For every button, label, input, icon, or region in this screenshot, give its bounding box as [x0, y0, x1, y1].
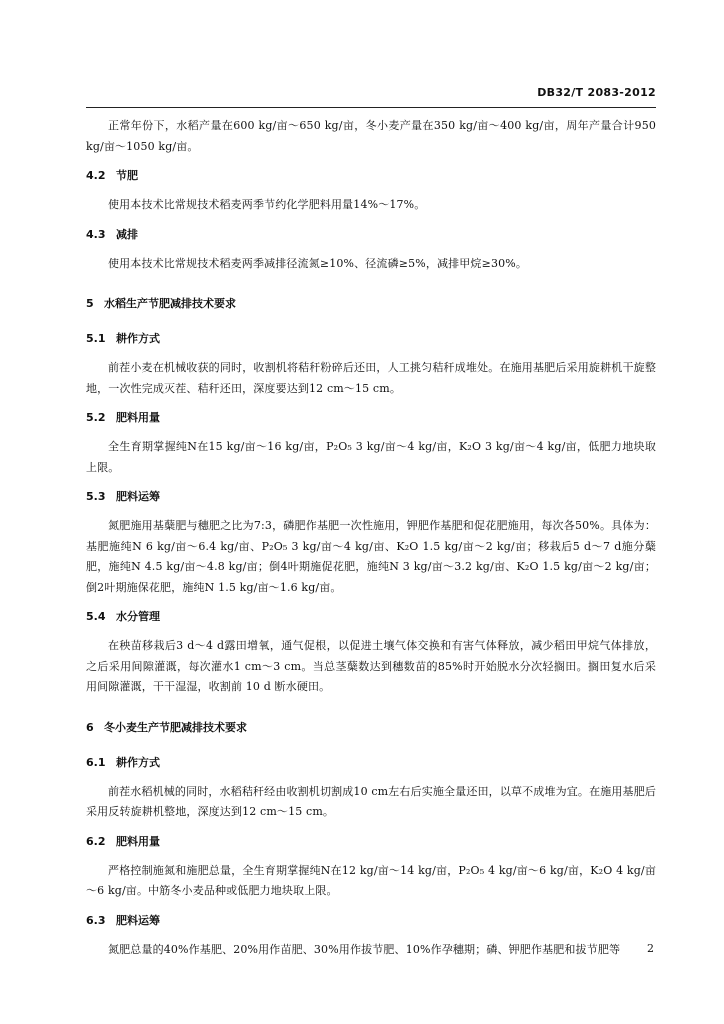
document-body [86, 116, 656, 960]
heading-5-2: 5.2 肥料用量 [86, 411, 160, 424]
paragraph-4-3: 使用本技术比常规技术稻麦两季减排径流氮≥10%、径流磷≥5%，减排甲烷≥30%。 [108, 256, 527, 270]
heading-6-2: 6.2 肥料用量 [86, 834, 160, 848]
paragraph-6-3: 氮肥总量的40%作基肥、20%用作苗肥、30%用作拔节肥、10%作孕穗期；磷、钾肥作基肥和拔节肥等 [108, 942, 621, 956]
heading-6-1: 6.1 耕作方式 [86, 755, 160, 769]
paragraph-5-1: 前茬小麦在机械收获的同时，收割机将秸秆粉碎后还田，人工挑匀秸秆成堆处。在施用基肥后采用旋耕机干旋整地，一次性完成灭茬、秸秆还田，深度要达到12 cm～15 cm。 [86, 361, 656, 395]
paragraph-6-1: 前茬水稻机械的同时，水稻秸秆经由收割机切割成10 cm左右后实施全量还田，以草不成堆为宜。在施用基肥后采用反转旋耕机整地，深度达到12 cm～15 cm。 [86, 784, 656, 818]
document-code: DB32/T 2083-2012 [537, 86, 656, 99]
page-number: 2 [647, 942, 654, 955]
paragraph-4-2: 使用本技术比常规技术稻麦两季节约化学肥料用量14%～17%。 [108, 198, 426, 211]
heading-5-1: 5.1 耕作方式 [86, 332, 160, 345]
paragraph-5-4: 在秧苗移栽后3 d～4 d露田增氧，通气促根，以促进土壤气体交换和有害气体释放，减少稻田甲烷气体排放，之后采用间隙灌溉，每次灌水1 cm～3 cm。当总茎蘖数达到穗数苗的85%时开始脱水分次轻搁田。搁田复水后采用间隙灌溉，干干湿湿，收割前 10 d 断水硬田。 [86, 639, 656, 693]
paragraph-6-2: 严格控制施氮和施肥总量，全生育期掌握纯N在12 kg/亩～14 kg/亩，P₂O₅ 4 kg/亩～6 kg/亩，K₂O 4 kg/亩～6 kg/亩。中筋冬小麦品种或低肥力地块取上限。 [86, 863, 656, 897]
heading-5-4: 5.4 水分管理 [86, 610, 160, 623]
heading-6: 6 冬小麦生产节肥减排技术要求 [86, 720, 247, 734]
heading-5: 5 水稻生产节肥减排技术要求 [86, 297, 236, 310]
paragraph-yield: 正常年份下，水稻产量在600 kg/亩～650 kg/亩，冬小麦产量在350 kg/亩～400 kg/亩，周年产量合计950 kg/亩～1050 kg/亩。 [86, 119, 656, 153]
heading-6-3: 6.3 肥料运筹 [86, 913, 160, 927]
heading-5-3: 5.3 肥料运筹 [86, 490, 160, 503]
heading-4-3: 4.3 减排 [86, 227, 138, 241]
paragraph-5-3: 氮肥施用基蘖肥与穗肥之比为7:3，磷肥作基肥一次性施用，钾肥作基肥和促花肥施用，每次各50%。具体为：基肥施纯N 6 kg/亩～6.4 kg/亩、P₂O₅ 3 kg/亩～4 kg/亩、K₂O 1.5 kg/亩～2 kg/亩；移栽后5 d～7 d施分蘖肥，施纯N 4.5 kg/亩～4.8 kg/亩；倒4叶期施促花肥，施纯N 3 kg/亩～3.2 kg/亩、K₂O 1.5 kg/亩～2 kg/亩；倒2叶期施保花肥，施纯N 1.5 kg/亩～1.6 kg/亩。 [86, 519, 656, 594]
heading-4-2: 4.2 节肥 [86, 169, 138, 182]
header-rule [86, 107, 656, 108]
paragraph-5-2: 全生育期掌握纯N在15 kg/亩～16 kg/亩，P₂O₅ 3 kg/亩～4 kg/亩，K₂O 3 kg/亩～4 kg/亩，低肥力地块取上限。 [86, 440, 656, 474]
